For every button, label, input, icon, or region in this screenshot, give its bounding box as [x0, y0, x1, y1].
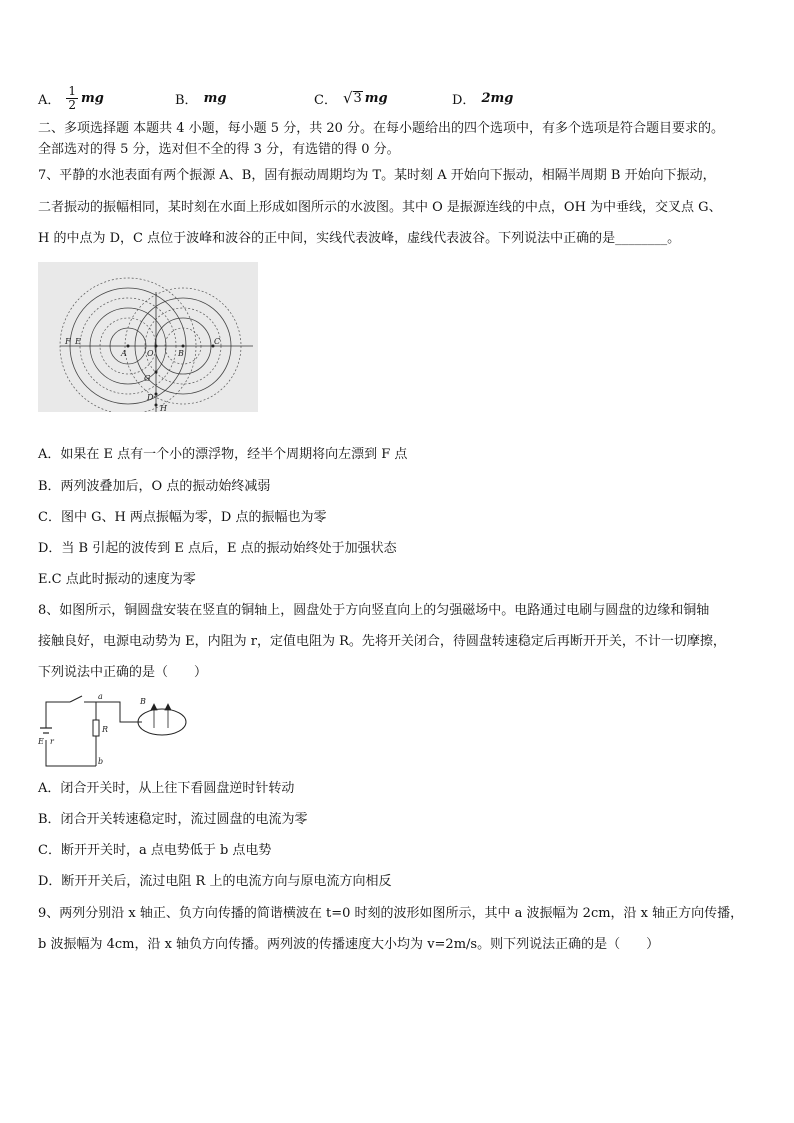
label-h: H: [160, 404, 167, 412]
label-b-point: b: [98, 757, 104, 766]
label-f: F: [65, 337, 71, 346]
radical-sign-icon: √: [342, 89, 353, 107]
q9-stem-line1: 9、两列分别沿 x 轴正、负方向传播的简谐横波在 t=0 时刻的波形如图所示，其中 a 波振幅为 2cm，沿 x 轴正方向传播，: [38, 906, 744, 921]
label-resistor: R: [102, 725, 109, 734]
q8-option-c[interactable]: C．断开开关时，a 点电势低于 b 点电势: [38, 843, 272, 858]
q8-stem-line3: 下列说法中正确的是（ ）: [38, 665, 208, 680]
q8-option-b[interactable]: B．闭合开关转速稳定时，流过圆盘的电流为零: [38, 812, 308, 827]
fraction: [66, 85, 78, 112]
magnetic-field-arrows: [151, 704, 171, 728]
option-label: A．: [38, 92, 61, 108]
option-b[interactable]: [175, 80, 226, 116]
q9-stem-line2: b 波振幅为 4cm，沿 x 轴负方向传播。两列波的传播速度大小均为 v=2m/s。则下列说法正确的是（ ）: [38, 937, 660, 952]
q7-option-e[interactable]: E.C 点此时振动的速度为零: [38, 572, 196, 587]
copper-disk-circuit-figure: [38, 690, 198, 770]
option-label: D．: [452, 92, 476, 108]
label-g: G: [144, 374, 151, 383]
q7-option-d[interactable]: D．当 B 引起的波传到 E 点后，E 点的振动始终处于加强状态: [38, 541, 397, 556]
q7-stem-line2: 二者振动的振幅相同，某时刻在水面上形成如图所示的水波图。其中 O 是振源连线的中点，OH 为中垂线，交叉点 G、: [38, 200, 722, 215]
q8-stem-line1: 8、如图所示，铜圆盘安装在竖直的铜轴上，圆盘处于方向竖直向上的匀强磁场中。电路通过电刷与圆盘的边缘和铜轴: [38, 603, 710, 618]
label-d: D: [147, 393, 154, 402]
label-o: O: [147, 349, 154, 358]
q7-option-b[interactable]: B．两列波叠加后，O 点的振动始终减弱: [38, 479, 271, 494]
prev-question-options: [38, 80, 758, 116]
label-internal-resistance: r: [50, 737, 54, 746]
q7-stem-line1: 7、平静的水池表面有两个振源 A、B，固有振动周期均为 T。某时刻 A 开始向下振动，相隔半周期 B 开始向下振动，: [38, 168, 716, 183]
q7-option-a[interactable]: A．如果在 E 点有一个小的漂浮物，经半个周期将向左漂到 F 点: [38, 447, 408, 462]
label-b: B: [178, 349, 184, 358]
label-magnetic-field: B: [140, 697, 146, 706]
option-value: mg: [203, 90, 227, 106]
label-a-point: a: [98, 692, 103, 701]
q7-option-c[interactable]: C．图中 G、H 两点振幅为零，D 点的振幅也为零: [38, 510, 327, 525]
label-c: C: [214, 337, 221, 346]
circuit-wires: [46, 696, 186, 766]
square-root: [343, 90, 363, 106]
option-label: B．: [175, 92, 198, 108]
option-a[interactable]: [38, 80, 104, 116]
label-a: A: [121, 349, 127, 358]
label-e: E: [75, 337, 81, 346]
water-wave-figure: [38, 262, 258, 412]
label-emf: E: [38, 737, 44, 746]
battery-symbol: [40, 728, 52, 733]
option-label: C．: [314, 92, 337, 108]
section-heading-line1: 二、多项选择题 本题共 4 小题，每小题 5 分，共 20 分。在每小题给出的四个选项中，有多个选项是符合题目要求的。: [38, 121, 725, 136]
option-value: mg: [81, 90, 104, 106]
section-heading-line2: 全部选对的得 5 分，选对但不全的得 3 分，有选错的得 0 分。: [38, 142, 400, 157]
option-c[interactable]: [314, 80, 388, 116]
option-value: mg: [364, 90, 388, 106]
option-d[interactable]: [452, 80, 513, 116]
q7-stem-line3: H 的中点为 D，C 点位于波峰和波谷的正中间，实线代表波峰，虚线代表波谷。下列说法中正确的是________。: [38, 231, 681, 246]
radicand: 3: [353, 91, 362, 106]
option-value: 2mg: [481, 90, 514, 106]
q8-stem-line2: 接触良好，电源电动势为 E，内阻为 r，定值电阻为 R。先将开关闭合，待圆盘转速稳定后再断开开关，不计一切摩擦，: [38, 634, 726, 649]
q8-option-a[interactable]: A．闭合开关时，从上往下看圆盘逆时针转动: [38, 781, 295, 796]
q8-option-d[interactable]: D．断开开关后，流过电阻 R 上的电流方向与原电流方向相反: [38, 874, 392, 889]
fraction-numerator: 1: [68, 83, 77, 98]
fraction-denominator: 2: [68, 97, 77, 112]
